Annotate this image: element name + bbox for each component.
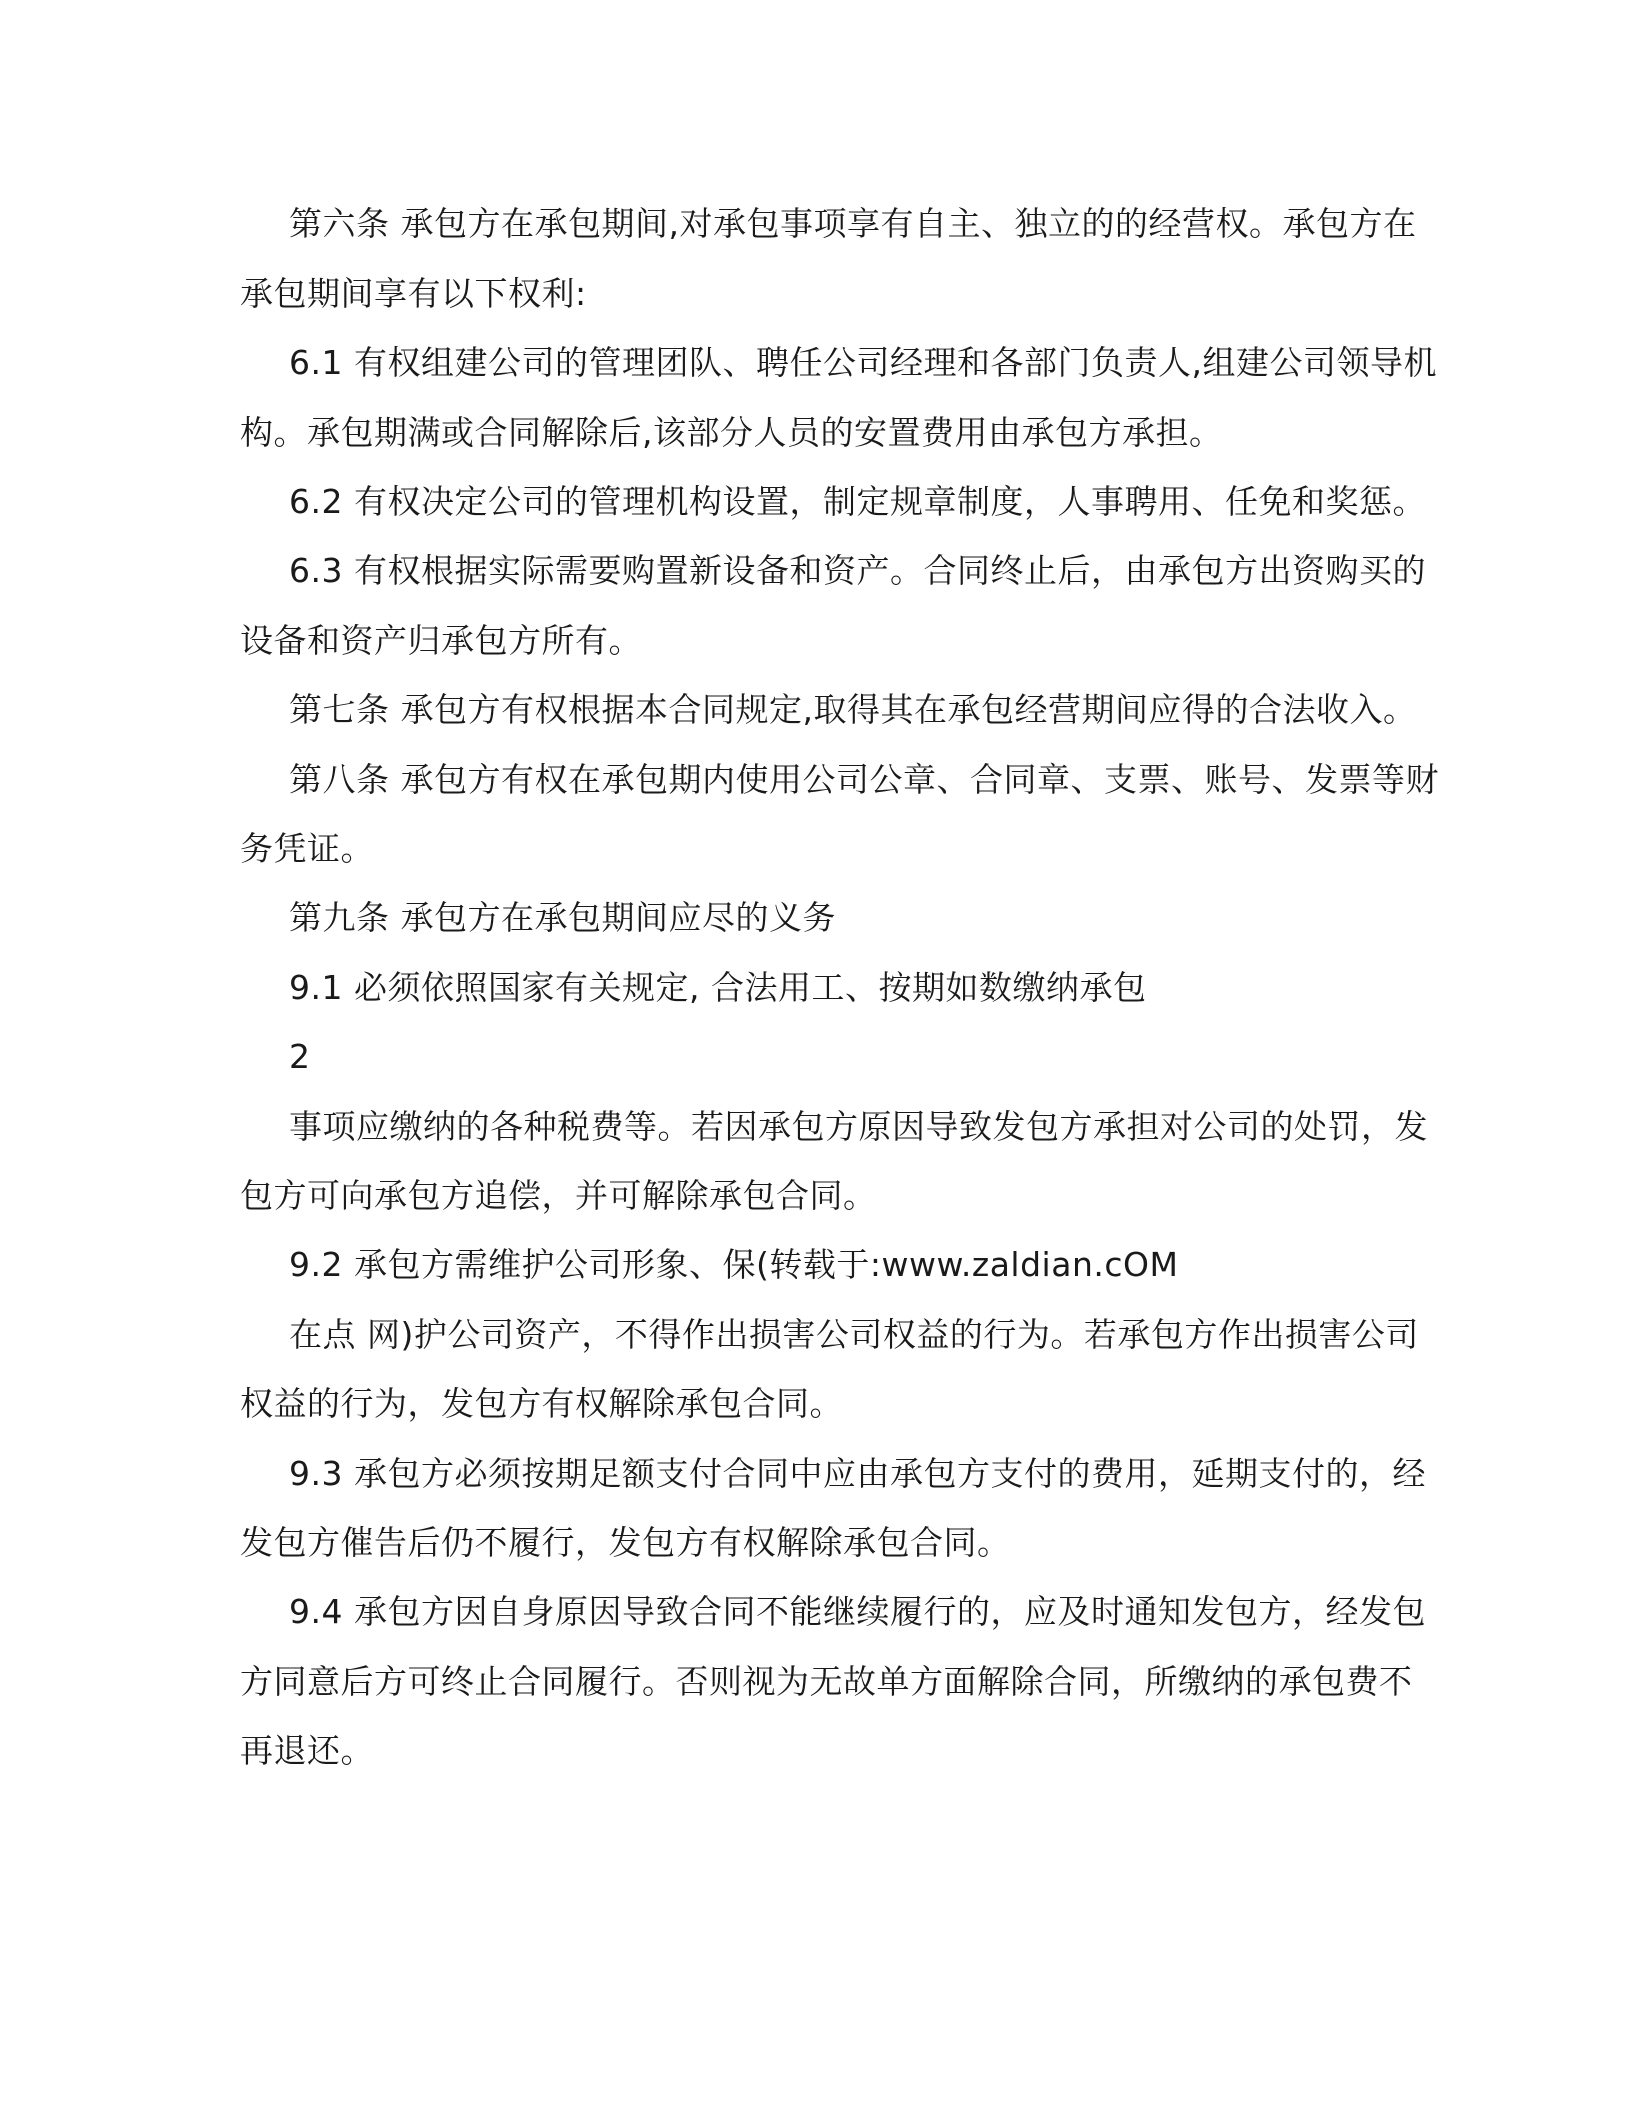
clause-9-3-continuation: 发包方催告后仍不履行，发包方有权解除承包合同。 xyxy=(240,1523,1011,1562)
clause-6-2: 6.2 有权决定公司的管理机构设置，制定规章制度，人事聘用、任免和奖惩。 xyxy=(289,482,1426,521)
clause-9-1-continuation-2: 包方可向承包方追偿，并可解除承包合同。 xyxy=(240,1176,877,1215)
clause-9-3: 9.3 承包方必须按期足额支付合同中应由承包方支付的费用，延期支付的，经 xyxy=(289,1454,1426,1493)
clause-9-4-continuation-2: 再退还。 xyxy=(240,1731,374,1770)
clause-9-1: 9.1 必须依照国家有关规定, 合法用工、按期如数缴纳承包 xyxy=(289,968,1147,1007)
clause-6-3: 6.3 有权根据实际需要购置新设备和资产。合同终止后，由承包方出资购买的 xyxy=(289,551,1426,590)
article-8: 第八条 承包方有权在承包期内使用公司公章、合同章、支票、账号、发票等财 xyxy=(289,760,1439,799)
clause-6-1: 6.1 有权组建公司的管理团队、聘任公司经理和各部门负责人,组建公司领导机 xyxy=(289,343,1437,382)
clause-6-1-continuation: 构。承包期满或合同解除后,该部分人员的安置费用由承包方承担。 xyxy=(240,413,1223,452)
clause-9-2-continuation-2: 权益的行为，发包方有权解除承包合同。 xyxy=(240,1384,843,1423)
clause-9-2: 9.2 承包方需维护公司形象、保(转载于:www.zaldian.cOM xyxy=(289,1245,1179,1284)
article-7: 第七条 承包方有权根据本合同规定,取得其在承包经营期间应得的合法收入。 xyxy=(289,690,1417,729)
article-6-continuation: 承包期间享有以下权利: xyxy=(240,274,587,313)
clause-9-4-continuation: 方同意后方可终止合同履行。否则视为无故单方面解除合同，所缴纳的承包费不 xyxy=(240,1662,1413,1701)
clause-6-3-continuation: 设备和资产归承包方所有。 xyxy=(240,621,642,660)
article-9-heading: 第九条 承包方在承包期间应尽的义务 xyxy=(289,898,836,937)
page-number: 2 xyxy=(289,1037,311,1076)
clause-9-4: 9.4 承包方因自身原因导致合同不能继续履行的，应及时通知发包方，经发包 xyxy=(289,1592,1426,1631)
article-6-heading: 第六条 承包方在承包期间,对承包事项享有自主、独立的的经营权。承包方在 xyxy=(289,204,1417,243)
article-8-continuation: 务凭证。 xyxy=(240,829,374,868)
clause-9-2-continuation: 在点 网)护公司资产，不得作出损害公司权益的行为。若承包方作出损害公司 xyxy=(289,1315,1419,1354)
clause-9-1-continuation: 事项应缴纳的各种税费等。若因承包方原因导致发包方承担对公司的处罚，发 xyxy=(289,1107,1428,1146)
